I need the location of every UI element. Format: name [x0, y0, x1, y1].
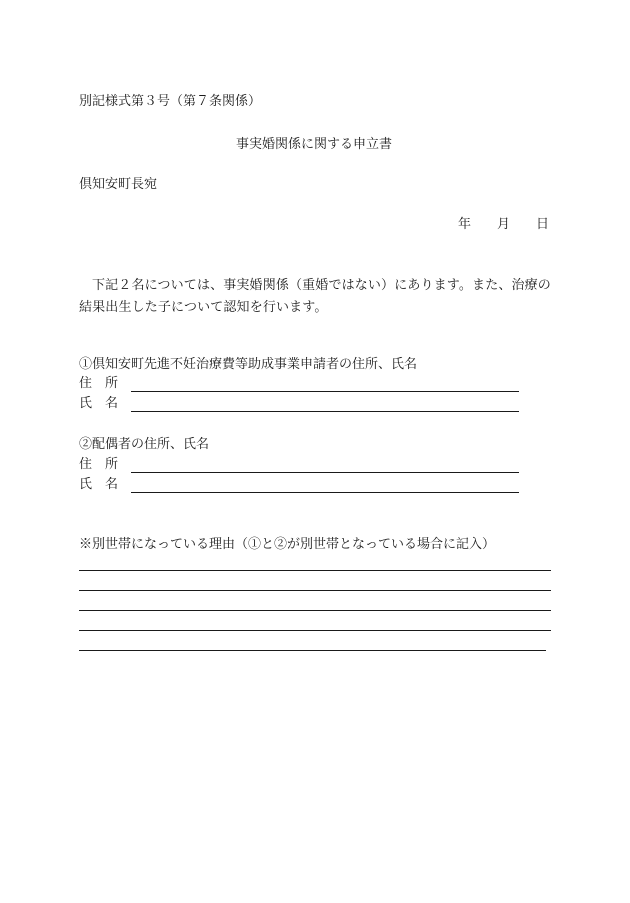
- reason-line-4[interactable]: [79, 630, 551, 631]
- year-label: 年: [458, 217, 472, 232]
- declaration-paragraph: 下記２名については、事実婚関係（重婚ではない）にあります。また、治療の結果出生した子について認知を行います。: [79, 278, 551, 315]
- spouse-address-field[interactable]: [131, 472, 519, 473]
- label-char: 氏: [79, 477, 93, 492]
- label-char: 住: [79, 376, 93, 391]
- declaration-text: [79, 275, 551, 319]
- document-title: 事実婚関係に関する申立書: [236, 137, 393, 152]
- label-char: 名: [105, 396, 119, 411]
- reason-line-5[interactable]: [79, 650, 546, 651]
- spouse-section-heading: ②配偶者の住所、氏名: [79, 437, 210, 452]
- label-char: 名: [105, 477, 119, 492]
- label-char: 住: [79, 457, 93, 472]
- reason-line-3[interactable]: [79, 610, 551, 611]
- addressee: 倶知安町長宛: [79, 177, 158, 192]
- spouse-name-field[interactable]: [131, 492, 519, 493]
- label-char: 氏: [79, 396, 93, 411]
- reason-line-2[interactable]: [79, 590, 551, 591]
- month-label: 月: [497, 217, 511, 232]
- label-char: 所: [105, 376, 119, 391]
- spouse-name-row: [79, 477, 519, 497]
- date-line: [458, 217, 549, 233]
- applicant-name-row: [79, 396, 519, 416]
- applicant-name-field[interactable]: [131, 411, 519, 412]
- label-char: 所: [105, 457, 119, 472]
- applicant-address-field[interactable]: [131, 391, 519, 392]
- applicant-address-row: [79, 376, 519, 396]
- spouse-address-row: [79, 457, 519, 477]
- applicant-section-heading: ①倶知安町先進不妊治療費等助成事業申請者の住所、氏名: [79, 357, 418, 372]
- reason-line-1[interactable]: [79, 570, 551, 571]
- separate-household-reason-heading: ※別世帯になっている理由（①と②が別世帯となっている場合に記入）: [79, 537, 496, 552]
- day-label: 日: [536, 217, 550, 232]
- form-number: 別記様式第３号（第７条関係）: [79, 94, 262, 109]
